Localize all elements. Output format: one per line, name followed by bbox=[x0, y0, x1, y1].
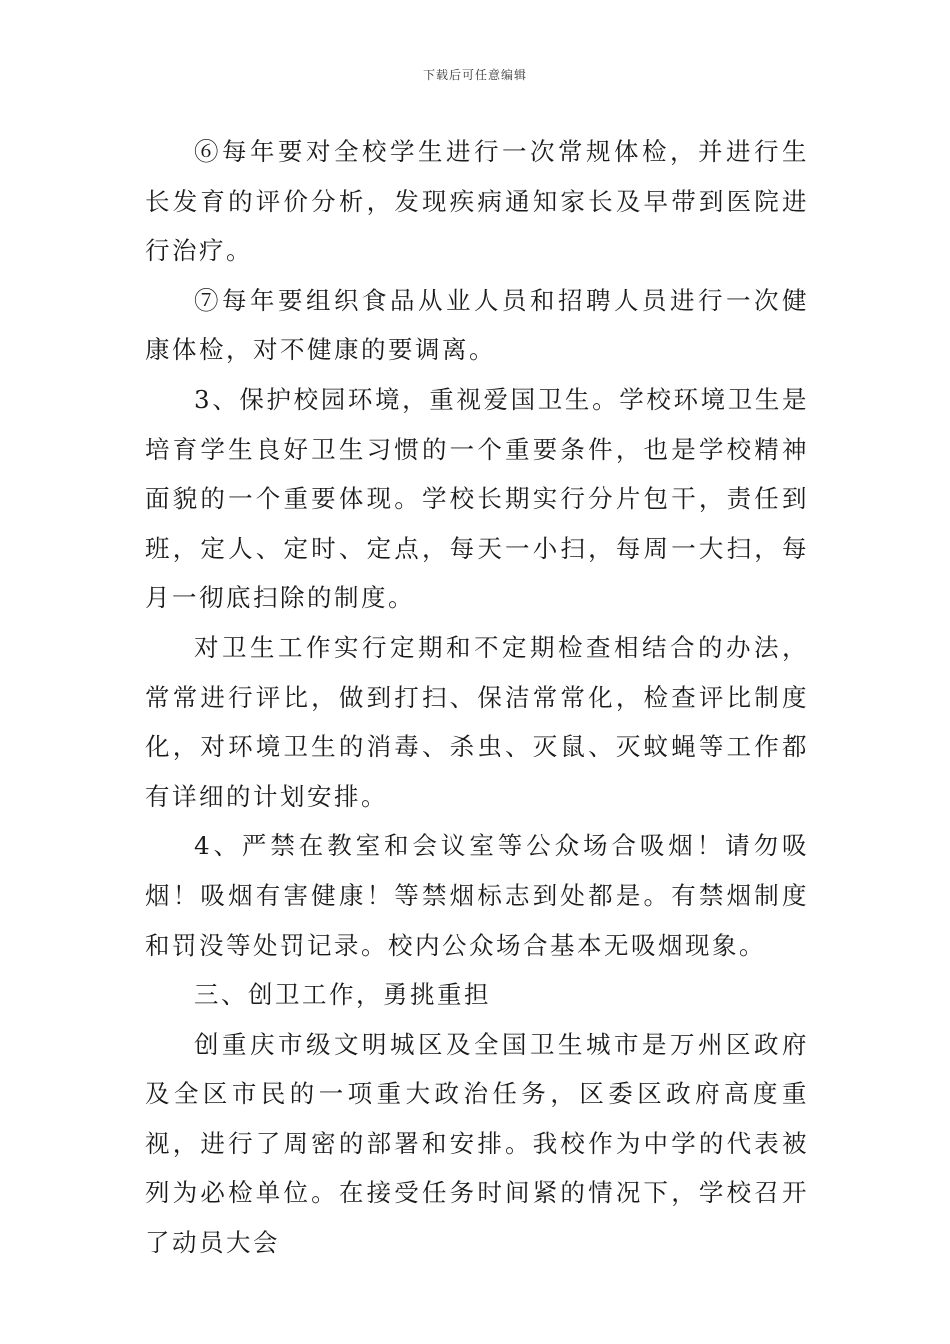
document-body bbox=[145, 127, 809, 1268]
paragraph-checkup-students: ⑥每年要对全校学生进行一次常规体检，并进行生长发育的评价分析，发现疾病通知家长及早带到医院进行治疗。 bbox=[145, 137, 809, 266]
paragraph-smoking-ban: 4、严禁在教室和会议室等公众场合吸烟！请勿吸烟！吸烟有害健康！等禁烟标志到处都是。有禁烟制度和罚没等处罚记录。校内公众场合基本无吸烟现象。 bbox=[145, 831, 809, 960]
paragraph-checkup-staff: ⑦每年要组织食品从业人员和招聘人员进行一次健康体检，对不健康的要调离。 bbox=[145, 285, 809, 365]
paragraph-city-campaign: 创重庆市级文明城区及全国卫生城市是万州区政府及全区市民的一项重大政治任务，区委区政府高度重视，进行了周密的部署和安排。我校作为中学的代表被列为必检单位。在接受任务时间紧的情况下，学校召开了动员大会 bbox=[145, 1029, 809, 1258]
section-heading: 三、创卫工作，勇挑重担 bbox=[194, 980, 491, 1010]
page-header: 下载后可任意编辑 bbox=[422, 68, 527, 82]
paragraph-hygiene-inspection: 对卫生工作实行定期和不定期检查相结合的办法，常常进行评比，做到打扫、保洁常常化，检查评比制度化，对环境卫生的消毒、杀虫、灭鼠、灭蚊蝇等工作都有详细的计划安排。 bbox=[145, 632, 809, 811]
paragraph-campus-environment: 3、保护校园环境，重视爱国卫生。学校环境卫生是培育学生良好卫生习惯的一个重要条件，也是学校精神面貌的一个重要体现。学校长期实行分片包干，责任到班，定人、定时、定点，每天一小扫，每周一大扫，每月一彻底扫除的制度。 bbox=[145, 384, 809, 613]
